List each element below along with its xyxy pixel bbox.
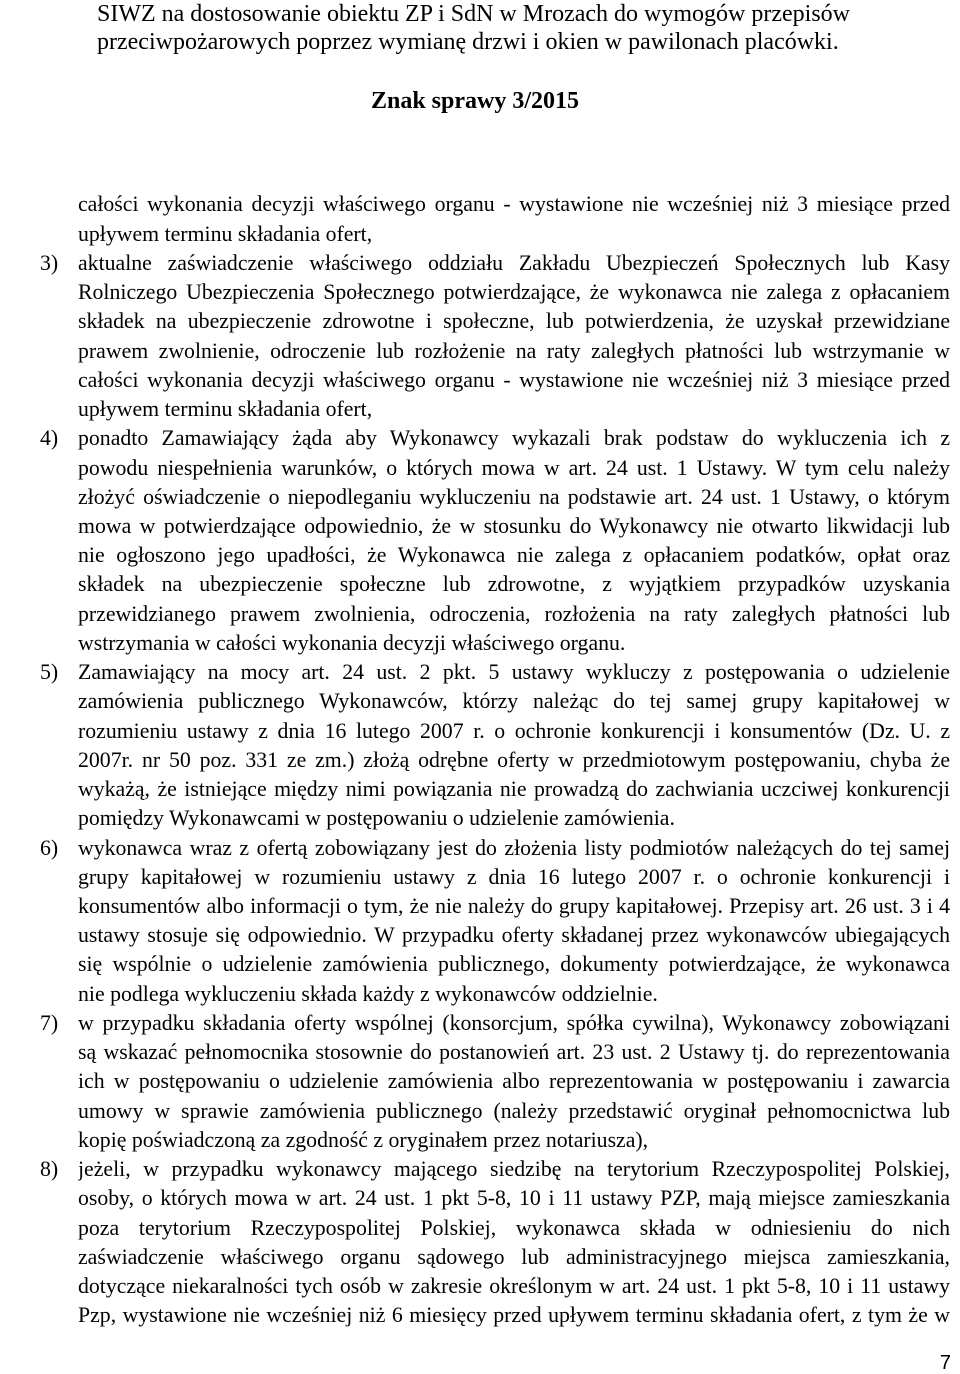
text-line: wykonawca wraz z ofertą zobowiązany jest do złożenia listy podmiotów należących do tej samej xyxy=(78,835,950,860)
text-line: składek na ubezpieczenie zdrowotne i społeczne, lub potwierdzenia, że uzyskał przewidziane xyxy=(78,309,950,334)
page-number: 7 xyxy=(939,1352,951,1374)
text-line: przewidzianego prawem zwolnienia, odroczenia, rozłożenia na raty zaległych płatności lub xyxy=(78,601,950,626)
text-line: składek na ubezpieczenie społeczne lub zdrowotne, z wyjątkiem przypadków uzyskania xyxy=(78,572,950,597)
text-line: ponadto Zamawiający żąda aby Wykonawcy wykazali brak podstaw do wykluczenia ich z xyxy=(78,426,950,451)
text-line: zamówienia publicznego Wykonawców, którzy należąc do tej samej grupy kapitałowej w xyxy=(78,689,950,714)
text-line: umowy w sprawie zamówienia publicznego (należy przedstawić oryginał pełnomocnictwa lub xyxy=(78,1098,950,1123)
text-line: ustawy stosuje się odpowiednio. W przypadku oferty składanej przez wykonawców ubiegających xyxy=(78,923,950,948)
text-line: się wspólnie o udzielenie zamówienia publicznego, dokumenty potwierdzające, że wykonawca xyxy=(78,952,950,977)
list-item-5 xyxy=(40,658,950,833)
list-item-6 xyxy=(40,834,950,1009)
item-number: 6) xyxy=(40,835,59,860)
header-line-2: przeciwpożarowych poprzez wymianę drzwi i okien w pawilonach placówki. xyxy=(97,29,839,55)
text-line: całości wykonania decyzji właściwego organu - wystawione nie wcześniej niż 3 miesiące przed xyxy=(78,192,950,217)
text-line: Pzp, wystawione nie wcześniej niż 6 miesięcy przed upływem terminu składania ofert, z tym że w xyxy=(78,1303,950,1328)
text-line: nie podlega wykluczeniu składa każdy z wykonawców oddzielnie. xyxy=(78,981,658,1006)
text-line: rozumieniu ustawy z dnia 16 lutego 2007 r. o ochronie konkurencji i konsumentów (Dz. U. z xyxy=(78,718,950,743)
item-number: 4) xyxy=(40,426,59,451)
text-line: wykażą, że istniejące między nimi powiązania nie prowadzą do zachwiania uczciwej konkurencji xyxy=(78,777,950,802)
text-line: upływem terminu składania ofert, xyxy=(78,397,373,422)
text-line: złożyć oświadczenie o niepodleganiu wykluczeniu na podstawie art. 24 ust. 1 Ustawy, o którym xyxy=(78,484,950,509)
document-body xyxy=(40,190,950,1330)
header-line-1: SIWZ na dostosowanie obiektu ZP i SdN w Mrozach do wymogów przepisów xyxy=(97,1,850,27)
text-line: są wskazać pełnomocnika stosownie do postanowień art. 23 ust. 2 Ustawy tj. do reprezentowania xyxy=(78,1040,950,1065)
text-line: mowa w potwierdzające odpowiednio, że w stosunku do Wykonawcy nie otwarto likwidacji lub xyxy=(78,513,950,538)
text-line: 2007r. nr 50 poz. 331 ze zm.) złożą odrębne oferty w przedmiotowym postępowaniu, chyba że xyxy=(78,747,950,772)
text-line: aktualne zaświadczenie właściwego oddziału Zakładu Ubezpieczeń Społecznych lub Kasy xyxy=(78,250,950,275)
text-line: dotyczące niekaralności tych osób w zakresie określonym w art. 24 ust. 1 pkt 5-8, 10 i 11 ustawy xyxy=(78,1274,950,1299)
document-header xyxy=(97,0,957,56)
text-line: ich w postępowaniu o udzielenie zamówienia albo reprezentowania w postępowaniu i zawarcia xyxy=(78,1069,950,1094)
item-number: 5) xyxy=(40,660,59,685)
list-item-3 xyxy=(40,249,950,424)
text-line: Zamawiający na mocy art. 24 ust. 2 pkt. 5 ustawy wykluczy z postępowania o udzielenie xyxy=(78,660,950,685)
text-line: nie ogłoszono jego upadłości, że Wykonawca nie zalega z opłacaniem podatków, opłat oraz xyxy=(78,543,950,568)
item-number: 8) xyxy=(40,1157,59,1182)
text-line: Rolniczego Ubezpieczenia Społecznego potwierdzające, że wykonawca nie zalega z opłacaniem xyxy=(78,280,950,305)
text-line: konsumentów albo informacji o tym, że nie należy do grupy kapitałowej. Przepisy art. 26 ust. 3 i 4 xyxy=(78,894,950,919)
text-line: osoby, o których mowa w art. 24 ust. 1 pkt 5-8, 10 i 11 ustawy PZP, mają miejsce zamieszkania xyxy=(78,1186,950,1211)
text-line: pomiędzy Wykonawcami w postępowaniu o udzielenie zamówienia. xyxy=(78,806,675,831)
list-item-8 xyxy=(40,1155,950,1330)
text-line: w przypadku składania oferty wspólnej (konsorcjum, spółka cywilna), Wykonawcy zobowiązani xyxy=(78,1010,950,1035)
text-line: prawem zwolnienie, odroczenie lub rozłożenie na raty zaległych płatności lub wstrzymanie w xyxy=(78,338,950,363)
text-line: poza terytorium Rzeczypospolitej Polskiej, wykonawca składa w odniesieniu do nich xyxy=(78,1215,950,1240)
text-line: wstrzymania w całości wykonania decyzji właściwego organu. xyxy=(78,630,626,655)
list-item-7 xyxy=(40,1009,950,1155)
continuation-paragraph xyxy=(78,190,950,248)
text-line: całości wykonania decyzji właściwego organu - wystawione nie wcześniej niż 3 miesiące przed xyxy=(78,367,950,392)
text-line: jeżeli, w przypadku wykonawcy mającego siedzibę na terytorium Rzeczypospolitej Polskiej, xyxy=(78,1157,950,1182)
text-line: upływem terminu składania ofert, xyxy=(78,221,373,246)
text-line: zaświadczenie właściwego organu sądowego lub administracyjnego miejsca zamieszkania, xyxy=(78,1244,950,1269)
item-number: 3) xyxy=(40,250,59,275)
text-line: kopię poświadczoną za zgodność z oryginałem przez notariusza), xyxy=(78,1127,649,1152)
text-line: grupy kapitałowej w rozumieniu ustawy z dnia 16 lutego 2007 r. o ochronie konkurencji i xyxy=(78,864,950,889)
case-number: Znak sprawy 3/2015 xyxy=(370,88,580,114)
text-line: powodu niespełnienia warunków, o których mowa w art. 24 ust. 1 Ustawy. W tym celu należy xyxy=(78,455,950,480)
list-item-4 xyxy=(40,424,950,658)
item-number: 7) xyxy=(40,1010,59,1035)
